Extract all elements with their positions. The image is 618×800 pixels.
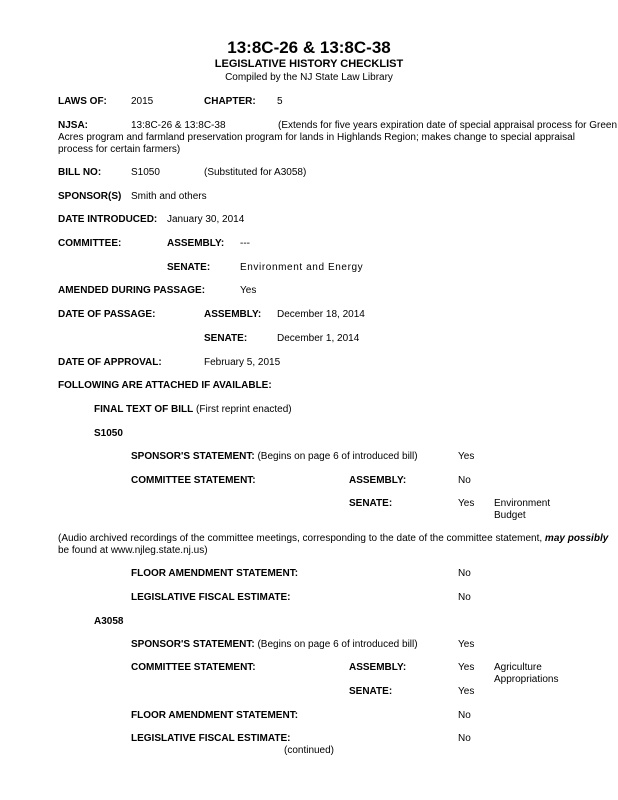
s1050-committee-statement-label: COMMITTEE STATEMENT: (131, 475, 256, 486)
a3058-committee-statement-label: COMMITTEE STATEMENT: (131, 662, 256, 673)
s1050-senate-label: SENATE: (349, 498, 393, 509)
sponsors-value: Smith and others (131, 191, 207, 202)
bill-no-value: S1050 (131, 167, 160, 178)
s1050-senate-value: Yes (458, 498, 475, 509)
passage-senate-label: SENATE: (204, 333, 248, 344)
audio-note-line-2: be found at www.njleg.state.nj.us) (58, 545, 208, 556)
s1050-sponsor-statement-note: (Begins on page 6 of introduced bill) (257, 451, 418, 462)
date-introduced-label: DATE INTRODUCED: (58, 214, 158, 225)
chapter-value: 5 (277, 96, 283, 107)
s1050-sponsor-statement-value: Yes (458, 451, 475, 462)
document-title: 13:8C-26 & 13:8C-38 (227, 38, 391, 57)
committee-label: COMMITTEE: (58, 238, 122, 249)
a3058-sponsor-statement-row (131, 639, 418, 651)
s1050-heading: S1050 (94, 428, 123, 439)
laws-of-label: LAWS OF: (58, 96, 107, 107)
a3058-sponsor-statement-label: SPONSOR'S STATEMENT: (131, 639, 255, 650)
amended-value: Yes (240, 285, 257, 296)
s1050-floor-amendment-label: FLOOR AMENDMENT STATEMENT: (131, 568, 299, 579)
audio-note-emphasis: may possibly (544, 533, 609, 544)
s1050-sponsor-statement-row (131, 451, 418, 463)
njsa-description-line-2: Acres program and farmland preservation program for lands in Highlands Region; makes change to special appraisal (58, 132, 575, 143)
njsa-value: 13:8C-26 & 13:8C-38 (131, 120, 226, 131)
bill-no-note: (Substituted for A3058) (204, 167, 307, 178)
committee-assembly-label: ASSEMBLY: (167, 238, 225, 249)
final-text-label: FINAL TEXT OF BILL (94, 404, 194, 415)
s1050-fiscal-estimate-value: No (458, 592, 471, 603)
a3058-assembly-committee-2: Appropriations (494, 674, 559, 685)
passage-assembly-label: ASSEMBLY: (204, 309, 262, 320)
audio-note-line-1 (58, 533, 608, 545)
passage-senate-value: December 1, 2014 (277, 333, 360, 344)
a3058-heading: A3058 (94, 616, 124, 627)
committee-senate-value: Environment and Energy (240, 262, 364, 273)
njsa-description-line-1: (Extends for five years expiration date of special appraisal process for Green (278, 120, 618, 131)
date-of-passage-label: DATE OF PASSAGE: (58, 309, 156, 320)
njsa-label: NJSA: (58, 120, 89, 131)
a3058-floor-amendment-value: No (458, 710, 471, 721)
committee-assembly-value: --- (240, 238, 250, 249)
s1050-assembly-value: No (458, 475, 471, 486)
a3058-floor-amendment-label: FLOOR AMENDMENT STATEMENT: (131, 710, 299, 721)
committee-senate-label: SENATE: (167, 262, 211, 273)
compiled-by: Compiled by the NJ State Law Library (225, 72, 393, 83)
date-of-approval-label: DATE OF APPROVAL: (58, 357, 162, 368)
a3058-fiscal-estimate-value: No (458, 733, 471, 744)
a3058-assembly-committee-1: Agriculture (494, 662, 542, 673)
s1050-senate-committee-1: Environment (494, 498, 551, 509)
final-text-row (94, 404, 292, 416)
attached-heading: FOLLOWING ARE ATTACHED IF AVAILABLE: (58, 380, 272, 391)
a3058-assembly-label: ASSEMBLY: (349, 662, 407, 673)
sponsors-label: SPONSOR(S) (58, 191, 122, 202)
chapter-label: CHAPTER: (204, 96, 256, 107)
s1050-senate-committee-2: Budget (494, 510, 526, 521)
passage-assembly-value: December 18, 2014 (277, 309, 365, 320)
a3058-senate-value: Yes (458, 686, 475, 697)
a3058-sponsor-statement-note: (Begins on page 6 of introduced bill) (257, 639, 418, 650)
a3058-sponsor-statement-value: Yes (458, 639, 475, 650)
s1050-sponsor-statement-label: SPONSOR'S STATEMENT: (131, 451, 255, 462)
a3058-fiscal-estimate-label: LEGISLATIVE FISCAL ESTIMATE: (131, 733, 291, 744)
amended-label: AMENDED DURING PASSAGE: (58, 285, 206, 296)
laws-of-value: 2015 (131, 96, 154, 107)
s1050-floor-amendment-value: No (458, 568, 471, 579)
njsa-description-line-3: process for certain farmers) (58, 144, 181, 155)
audio-note-text: (Audio archived recordings of the committee meetings, corresponding to the date of the committee statement, (58, 533, 543, 544)
date-of-approval-value: February 5, 2015 (204, 357, 281, 368)
s1050-fiscal-estimate-label: LEGISLATIVE FISCAL ESTIMATE: (131, 592, 291, 603)
document-subtitle: LEGISLATIVE HISTORY CHECKLIST (214, 58, 404, 70)
bill-no-label: BILL NO: (58, 167, 102, 178)
a3058-senate-label: SENATE: (349, 686, 393, 697)
a3058-assembly-value: Yes (458, 662, 475, 673)
date-introduced-value: January 30, 2014 (167, 214, 245, 225)
final-text-note: (First reprint enacted) (196, 404, 292, 415)
continued-note: (continued) (283, 745, 335, 756)
s1050-assembly-label: ASSEMBLY: (349, 475, 407, 486)
